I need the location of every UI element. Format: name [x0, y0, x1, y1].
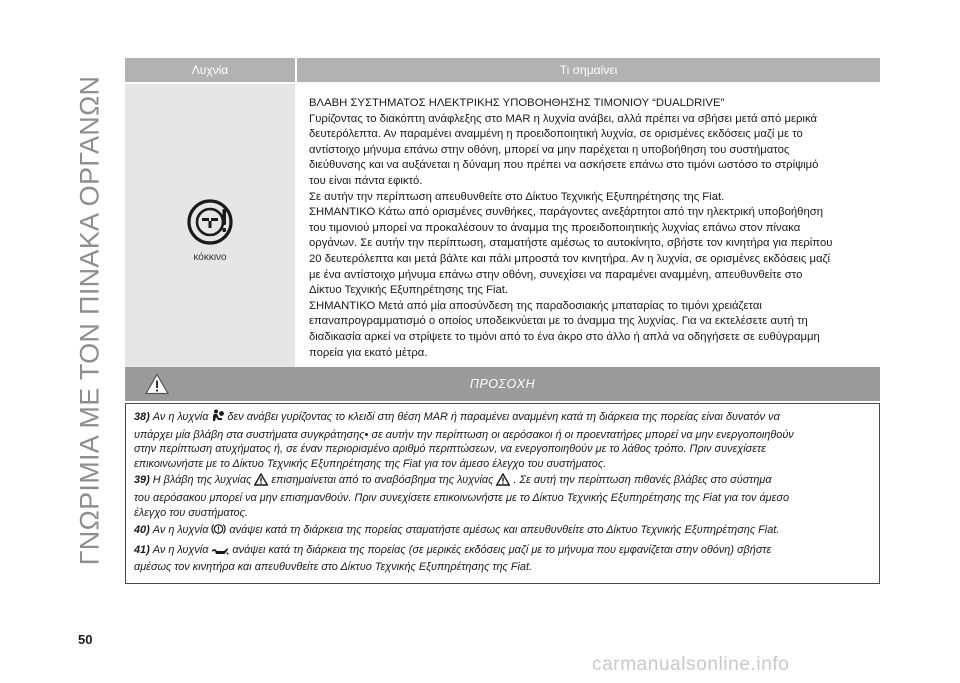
note-line: αμέσως τον κινητήρα και απευθυνθείτε στο Δίκτυο Τεχνικής Εξυπηρέτησης της Fiat.	[134, 561, 533, 574]
note-first-line	[134, 473, 871, 491]
meaning-line: δευτερόλεπτα. Αν παραμένει αναμμένη η προειδοποιητική λυχνία, σε ορισμένες εκδόσεις μαζί με το	[309, 128, 803, 141]
meaning-line: αντίστοιχο μήνυμα επάνω στην οθόνη, μπορεί να μην παρέχεται η υποβοήθηση του συστήματος	[309, 143, 790, 156]
general-warning-triangle-icon	[254, 473, 268, 491]
meaning-line: του τιμονιού μπορεί να προκαλέσουν το άναμμα της προειδοποιητικής λυχνίας επάνω στον πίνακα	[309, 221, 801, 234]
meaning-line: του είναι πάντα εφικτό.	[309, 174, 423, 187]
notice-note	[134, 522, 871, 541]
meaning-line: διαδικασία αρκεί να στρίψετε το τιμόνι από το ένα άκρο στο άλλο ή απλά να οδηγήσετε σε ευθύγραμμη	[309, 330, 820, 343]
meaning-line: διεύθυνσης και να αυξάνεται η δύναμη που πρέπει να ασκήσετε επάνω στο τιμόνι ωστόσο το στρίψιμό	[309, 159, 819, 172]
meaning-line: οργάνων. Σε αυτήν την περίπτωση, σταματήστε αμέσως το αυτοκίνητο, σβήστε τον κινητήρα για περίπου	[309, 237, 833, 250]
brake-system-icon	[211, 522, 226, 541]
meaning-line: ΒΛΑΒΗ ΣΥΣΤΗΜΑΤΟΣ ΗΛΕΚΤΡΙΚΗΣ ΥΠΟΒΟΗΘΗΣΗΣ ΤΙΜΟΝΙΟΥ “DUALDRIVE”	[309, 97, 725, 109]
header-lamp: Λυχνία	[125, 58, 297, 82]
note-first-line	[134, 409, 871, 428]
notice-note	[134, 543, 871, 575]
note-number: 39)	[134, 474, 153, 487]
note-first-line	[134, 543, 871, 561]
meaning-text	[309, 96, 874, 361]
note-text: Αν η λυχνία	[152, 524, 209, 537]
chapter-title-text: ΓΝΩΡΙΜΙΑ ΜΕ ΤΟΝ ΠΙΝΑΚΑ ΟΡΓΑΝΩΝ	[74, 75, 105, 565]
meaning-line: Γυρίζοντας το διακόπτη ανάφλεξης στο MAR η λυχνία ανάβει, αλλά πρέπει να σβήσει μετά από μερικά	[309, 112, 817, 125]
note-text: επισημαίνεται από το αναβόσβημα της λυχνίας	[271, 474, 494, 487]
meaning-line: ΣΗΜΑΝΤΙΚΟ Κάτω από ορισμένες συνθήκες, παράγοντες ανεξάρτητοι από την ηλεκτρική υποβοήθηση	[309, 206, 823, 219]
table-row	[125, 84, 880, 368]
note-first-line	[134, 522, 871, 541]
general-warning-triangle-icon	[496, 473, 510, 491]
table-header	[125, 58, 880, 82]
note-text: Αν η λυχνία	[152, 543, 209, 556]
note-number: 40)	[134, 524, 153, 537]
meaning-line: επαναπρογραμματισμό ο οποίος υποδεικνύεται με το άναμμα της λυχνίας. Για να εκτελέσετε αυτή τη	[309, 315, 808, 328]
note-line: στην περίπτωση ατυχήματος ή, σε έναν περιορισμένο αριθμό περιπτώσεων, να ενεργοποιηθούν με το λάθος τρόπο. Πριν συνεχίσετε	[134, 443, 766, 456]
notice-header	[125, 367, 880, 401]
note-line: έλεγχο του συστήματος.	[134, 506, 248, 519]
chapter-side-title	[70, 40, 110, 600]
notice-body	[125, 403, 880, 584]
note-line: υπάρχει μία βλάβη στα συστήματα συγκράτησης• σε αυτήν την περίπτωση οι αερόσακοι ή οι προεντατήρες μπορεί να μην ενεργοποιηθούν	[134, 428, 794, 441]
meaning-line: πορεία για εκατό μέτρα.	[309, 346, 428, 359]
meaning-line: Δίκτυο Τεχνικής Εξυπηρέτησης της Fiat.	[309, 284, 509, 297]
page-number: 50	[78, 632, 93, 647]
meaning-line: με ένα αντίστοιχο μήνυμα επάνω στην οθόνη, συνεχίσει να παραμένει αναμμένη, απευθυνθείτε στο	[309, 268, 803, 281]
notice-note	[134, 409, 871, 471]
notice-title: ΠΡΟΣΟΧΗ	[469, 377, 536, 391]
notice-note	[134, 473, 871, 520]
note-number: 38)	[134, 411, 153, 423]
note-text: ανάψει κατά τη διάρκεια της πορείας σταματήστε αμέσως και απευθυνθείτε στο Δίκτυο Τεχνικής Εξυπηρέτησης Fiat.	[229, 524, 780, 537]
warning-triangle-icon	[145, 373, 169, 395]
warning-lamp-table	[125, 58, 880, 368]
note-text: ανάψει κατά τη διάρκεια της πορείας (σε μερικές εκδόσεις μαζί με το μήνυμα που εμφανίζεται στην οθόνη) σβήστε	[232, 543, 772, 556]
note-number: 41)	[134, 543, 153, 556]
header-meaning: Τι σημαίνει	[559, 63, 618, 77]
site-watermark: carmanualsonline.info	[592, 654, 790, 675]
note-text: Η βλάβη της λυχνίας	[152, 474, 252, 487]
note-text: δεν ανάβει γυρίζοντας το κλειδί στη θέση MAR ή παραμένει αναμμένη κατά τη διάρκεια της πορείας είναι δυνατόν να	[227, 411, 780, 423]
meaning-line: Σε αυτήν την περίπτωση απευθυνθείτε στο Δίκτυο Τεχνικής Εξυπηρέτησης της Fiat.	[309, 190, 725, 203]
note-text: . Σε αυτή την περίπτωση πιθανές βλάβες στο σύστημα	[513, 474, 772, 487]
meaning-cell	[119, 84, 880, 367]
note-line: του αερόσακου μπορεί να μην επισημανθούν. Πριν συνεχίσετε επικοινωνήστε με το Δίκτυο Τεχνικής Εξυπηρέτησης της Fiat για τον άμεσο	[134, 491, 790, 504]
note-line: επικοινωνήστε με το Δίκτυο Τεχνικής Εξυπηρέτησης της Fiat για τον άμεσο έλεγχο του συστήματος.	[134, 457, 607, 470]
lamp-color-label: κόκκινο	[193, 251, 227, 263]
engine-oil-pressure-icon	[211, 546, 229, 561]
meaning-line: 20 δευτερόλεπτα και μετά βάλτε και πάλι μπροστά τον κινητήρα. Αν η λυχνία, σε ορισμένες εκδόσεις μαζί	[309, 252, 830, 265]
airbag-warning-icon	[211, 409, 224, 428]
meaning-line: ΣΗΜΑΝΤΙΚΟ Μετά από μία αποσύνδεση της παραδοσιακής μπαταρίας το τιμόνι χρειάζεται	[309, 299, 762, 312]
warning-notice	[125, 367, 880, 584]
note-text: Αν η λυχνία	[152, 411, 209, 423]
